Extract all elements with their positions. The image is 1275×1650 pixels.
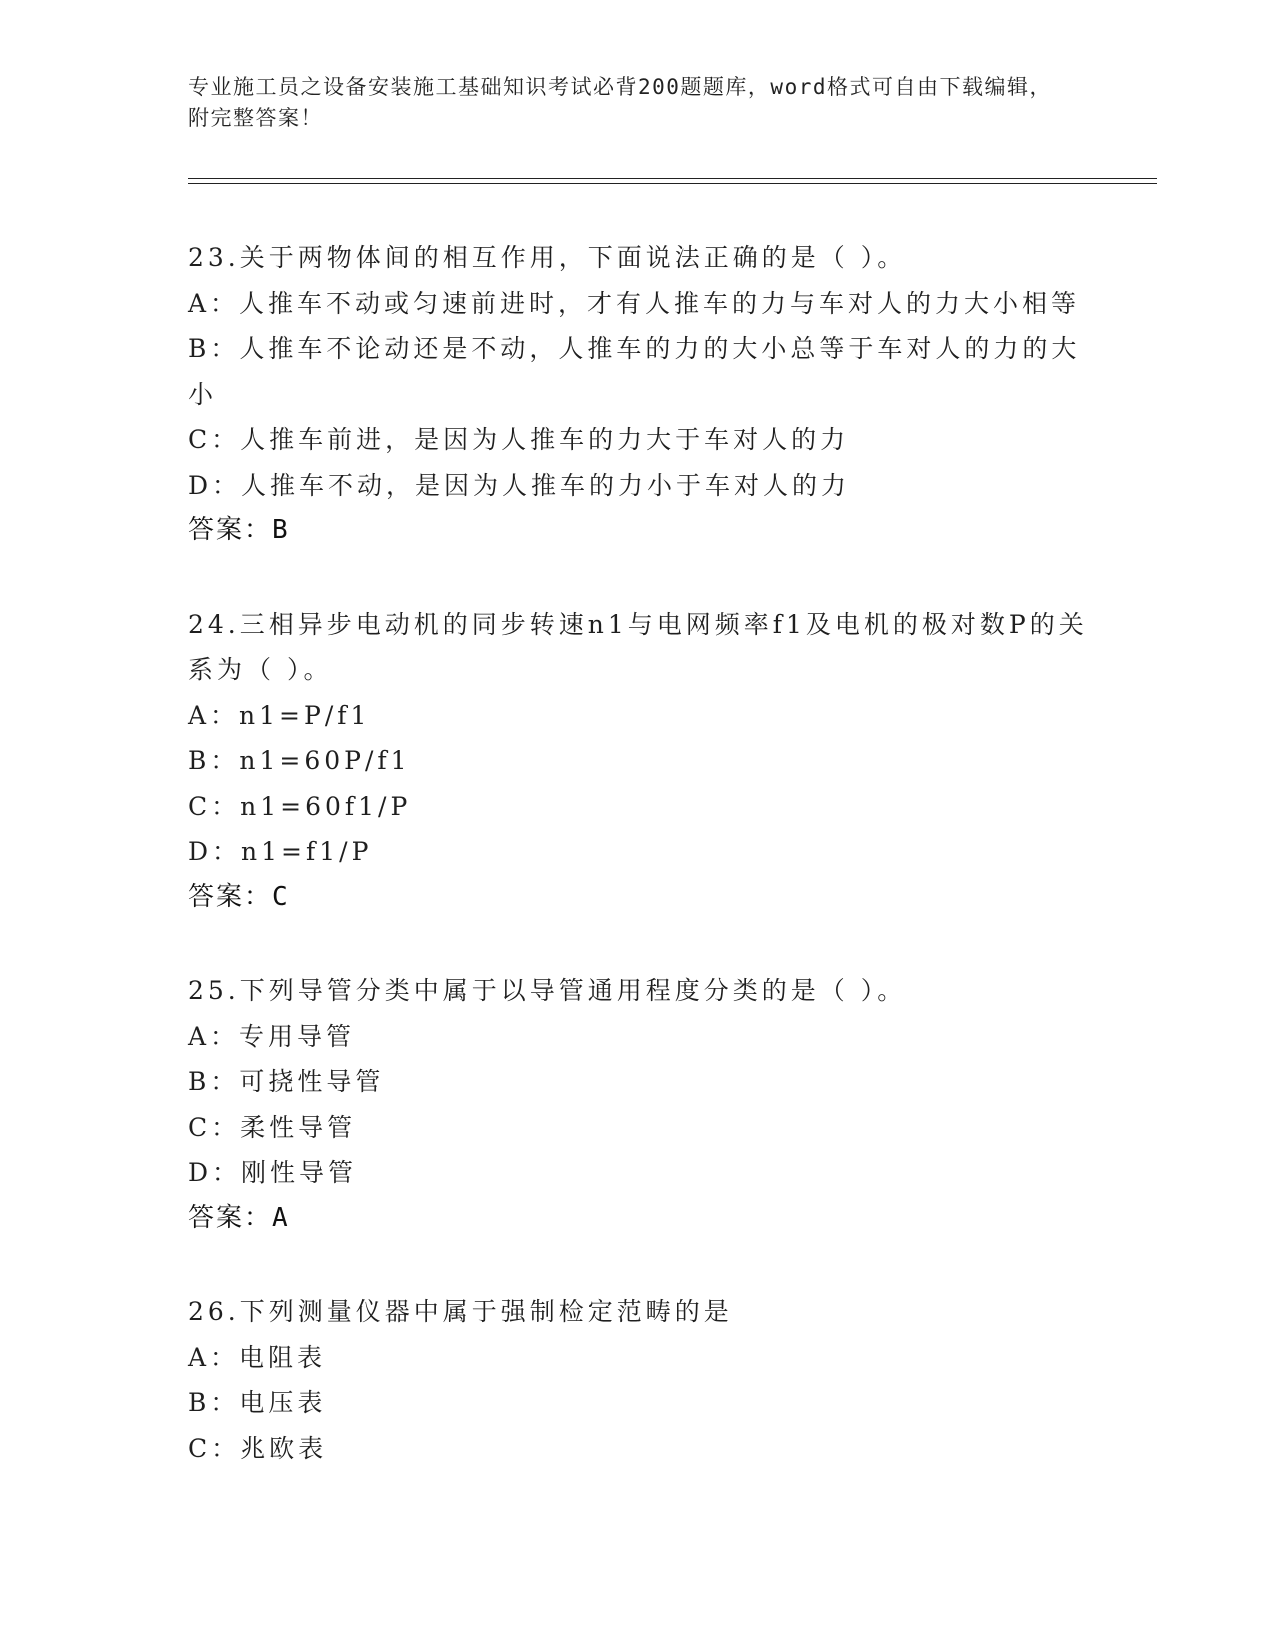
answer-label: 答案：C bbox=[188, 881, 290, 912]
header-divider-top bbox=[188, 178, 1157, 179]
header-divider-bottom bbox=[188, 183, 1157, 184]
option-b: B：n1=60P/f1 bbox=[188, 746, 411, 775]
document-header: 专业施工员之设备安装施工基础知识考试必背200题题库，word格式可自由下载编辑，附完整答案！ bbox=[188, 75, 1052, 130]
option-c: C：柔性导管 bbox=[188, 1112, 357, 1142]
option-b: B：人推车不论动还是不动，人推车的力的大小总等于车对人的力的大小 bbox=[188, 334, 1081, 409]
question-23 bbox=[188, 235, 1088, 554]
question-26 bbox=[188, 1289, 1088, 1471]
question-25 bbox=[188, 968, 1088, 1241]
question-24 bbox=[188, 602, 1088, 921]
question-stem: 24.三相异步电动机的同步转速n1与电网频率f1及电机的极对数P的关系为（ ）。 bbox=[188, 609, 1088, 684]
option-a: A：n1=P/f1 bbox=[188, 700, 371, 730]
question-list bbox=[188, 235, 1088, 1471]
question-stem: 26.下列测量仪器中属于强制检定范畴的是 bbox=[188, 1297, 733, 1326]
option-c: C：n1=60f1/P bbox=[188, 791, 412, 821]
option-d: D：n1=f1/P bbox=[188, 837, 373, 866]
option-a: A：人推车不动或匀速前进时，才有人推车的力与车对人的力大小相等 bbox=[188, 288, 1081, 318]
option-d: D：人推车不动，是因为人推车的力小于车对人的力 bbox=[188, 470, 851, 500]
option-a: A：专用导管 bbox=[188, 1021, 356, 1051]
option-b: B：可挠性导管 bbox=[188, 1067, 385, 1096]
answer-label: 答案：A bbox=[188, 1202, 290, 1233]
option-a: A：电阻表 bbox=[188, 1342, 327, 1372]
option-c: C：兆欧表 bbox=[188, 1433, 328, 1463]
question-stem: 25.下列导管分类中属于以导管通用程度分类的是（ ）。 bbox=[188, 976, 907, 1005]
answer-label: 答案：B bbox=[188, 515, 290, 545]
question-stem: 23.关于两物体间的相互作用，下面说法正确的是（ ）。 bbox=[188, 243, 907, 272]
option-b: B：电压表 bbox=[188, 1388, 327, 1417]
option-c: C：人推车前进，是因为人推车的力大于车对人的力 bbox=[188, 425, 850, 454]
option-d: D：刚性导管 bbox=[188, 1158, 358, 1187]
